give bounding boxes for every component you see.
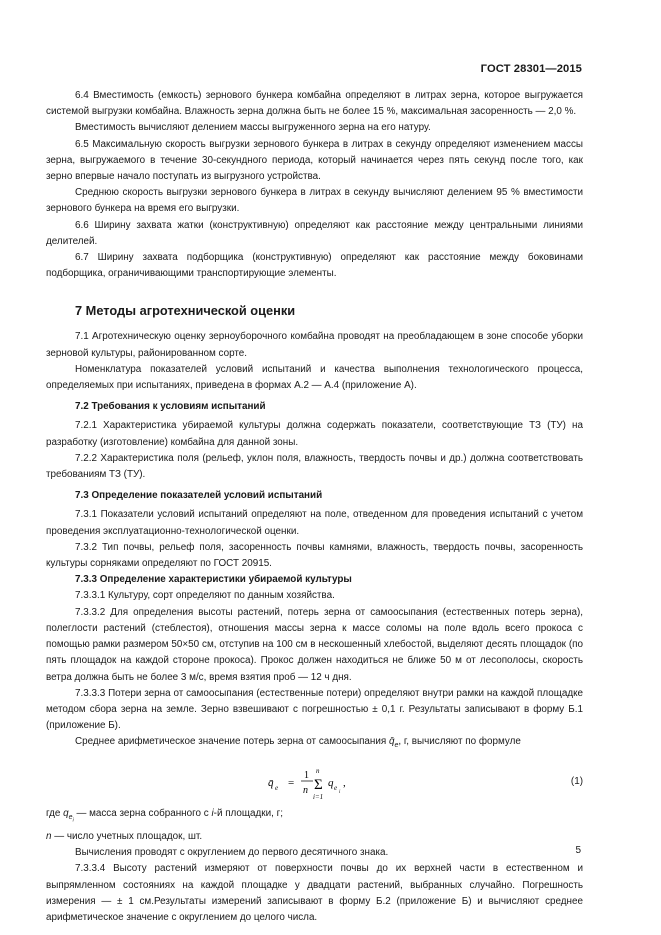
paragraph-7-3-3-1: 7.3.3.1 Культуру, сорт определяют по данным хозяйства.: [75, 590, 335, 602]
standard-header: ГОСТ 28301—2015: [480, 63, 582, 75]
document-body: [46, 88, 583, 926]
formula-lhs: q̄: [268, 777, 274, 790]
formula-term-sub: e: [334, 784, 338, 793]
formula-comma: ,: [343, 777, 346, 790]
section-heading-7: 7 Методы агротехнической оценки: [75, 303, 296, 319]
where-clause-n: n — число учетных площадок, шт.: [46, 831, 203, 843]
where-var-i: i: [211, 808, 214, 820]
formula-equals: =: [288, 777, 295, 790]
subsection-heading-7-2: 7.2 Требования к условиям испытаний: [75, 401, 266, 413]
paragraph-7-2-1: 7.2.1 Характеристика убираемой культуры должна содержать показатели, соответствующие ТЗ (ТУ) на разработку (изготовление) комбайна для данной зоны.: [46, 420, 583, 448]
paragraph-6-6: 6.6 Ширину захвата жатки (конструктивную) определяют как расстояние между центральными линиями делителей.: [46, 219, 583, 247]
formula-sum: Σ: [314, 777, 323, 794]
paragraph-6-7: 6.7 Ширину захвата подборщика (конструктивную) определяют как расстояние между боковинами подборщика, ограничивающими транспортирующие элементы.: [46, 252, 583, 280]
formula-intro-text: Среднее арифметическое значение потерь зерна от самоосыпания: [75, 736, 387, 748]
formula-sum-bottom: i=1: [313, 793, 324, 802]
paragraph-6-5-note: Среднюю скорость выгрузки зернового бункера в литрах в секунду вычисляют делением 95 % вместимости зернового бункера на время его выгрузки.: [46, 187, 583, 215]
paragraph-6-4-note: Вместимость вычисляют делением массы выгруженного зерна на его натуру.: [75, 122, 431, 134]
paragraph-7-1-note: Номенклатура показателей условий испытаний и качества выполнения технологического процесса, определяемых при испытаниях, приведена в формах А.2 — А.4 (приложение А).: [46, 363, 583, 392]
formula-frac-num: 1: [304, 770, 309, 782]
subsection-heading-7-3: 7.3 Определение показателей условий испытаний: [75, 490, 323, 502]
formula-term-subsub: i: [339, 790, 341, 796]
formula-lhs-sub: e: [275, 784, 279, 793]
paragraph-7-3-1: 7.3.1 Показатели условий испытаний определяют на поле, отведенном для проведения испытаний с учетом проведения эксплуатационно-технологической оценки.: [46, 509, 583, 537]
paragraph-6-4: 6.4 Вместимость (емкость) зернового бункера комбайна определяют в литрах зерна, которое выгружается системой выгрузки комбайна. Влажность зерна должна быть не более 15 %, максимальная засоренность — 2,0 %.: [46, 90, 583, 118]
where-clause-q: где $q_{e_i}$ — масса зерна собранного с i-й площадки, г;: [46, 808, 283, 824]
paragraph-7-1: 7.1 Агротехническую оценку зерноуборочного комбайна проводят на преобладающем в зоне способе уборки зерновой культуры, районированном сорте.: [46, 331, 583, 359]
formula-sum-top: n: [316, 767, 320, 776]
paragraph-formula-intro: [46, 734, 583, 754]
paragraph-rounding: Вычисления проводят с округлением до первого десятичного знака.: [75, 847, 389, 859]
inline-var-qe: $q̄_e$: [388, 736, 399, 750]
paragraph-7-3-3-2: 7.3.3.2 Для определения высоты растений, потерь зерна от самоосыпания (естественных потерь зерна), полеглости растений (стеблестоя), отношения массы зерна к массе соломы на поле вдоль всего прокоса с помощью рамки размером 50×50 см, отступив на 100 см в нескошенный хлебостой, выделяют десять площадок (по пять площадок на каждой стороне прокоса). Прокос должен находиться не ближе 50 м от лесополосы, скорость ветра должна быть не более 3 м/с, время взятия проб — 12 ч дня.: [46, 606, 583, 683]
paragraph-7-3-2: 7.3.2 Тип почвы, рельеф поля, засоренность почвы камнями, влажность, твердость почвы, засоренность культуры сорняками определяют по ГОСТ 20915.: [46, 541, 583, 570]
where-var-q: $q_{e_i}$: [63, 808, 74, 824]
formula-frac-den: n: [303, 785, 308, 797]
paragraph-6-5: 6.5 Максимальную скорость выгрузки зернового бункера в литрах в секунду определяют изменением массы зерна, выгружаемого в течение 30-секундного периода, который начинается через пять секунд после того, как зерно впервые начало поступать из выгрузного устройства.: [46, 138, 583, 183]
page-number: 5: [575, 845, 581, 856]
paragraph-7-3-3-3: 7.3.3.3 Потери зерна от самоосыпания (естественные потери) определяют внутри рамки на каждой площадке методом сбора зерна на земле. Зерно взвешивают с погрешностью ± 0,1 г. Результаты записывают в форму Б.1 (приложение Б).: [46, 687, 583, 732]
paragraph-7-3-3-4: 7.3.3.4 Высоту растений измеряют от поверхности почвы до их верхней части в естественном и выпрямленном состояниях на каждой площадке у двадцати растений, выбранных случайно. Погрешность измерения — ± 1 см.Результаты измерений записывают в форму Б.2 (приложение Б) и вычисляют среднее арифметическое значение с округлением до целого числа.: [46, 863, 583, 924]
subsection-heading-7-3-3: 7.3.3 Определение характеристики убираемой культуры: [75, 574, 352, 586]
formula-term: q: [328, 777, 334, 790]
where-var-n: n: [46, 831, 52, 843]
formula-expression: [268, 762, 398, 802]
formula-1: [46, 762, 583, 802]
paragraph-7-2-2: 7.2.2 Характеристика поля (рельеф, уклон поля, влажность, твердость почвы и др.) должна соответствовать требованиям ТЗ (ТУ).: [46, 452, 583, 481]
formula-number: (1): [570, 776, 583, 788]
formula-intro-tail: , г, вычисляют по формуле: [398, 736, 521, 748]
